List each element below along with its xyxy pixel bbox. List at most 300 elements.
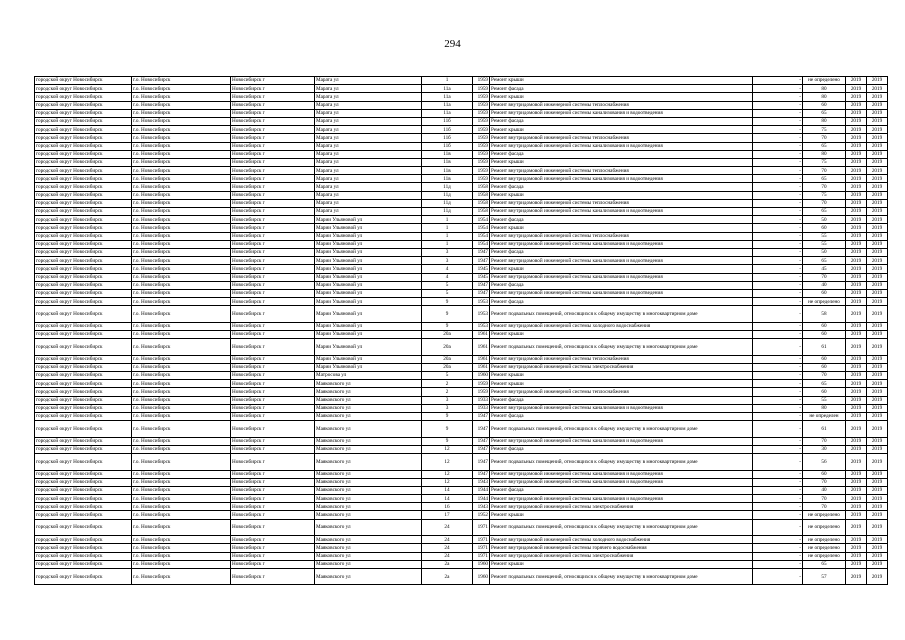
- table-row: [35, 117, 888, 125]
- plan-end-cell: 2019: [867, 183, 888, 191]
- year-cell: 1947: [473, 454, 490, 471]
- table-row: [35, 216, 888, 224]
- plan-end-cell: 2019: [867, 134, 888, 142]
- municipality-cell: городской округ Новосибирск: [35, 101, 132, 109]
- house-cell: 9: [422, 322, 473, 330]
- house-cell: 1: [422, 216, 473, 224]
- work-type-cell: Ремонт внутридомовой инженерной системы канализования и водоотведения: [490, 495, 753, 503]
- table-row: [35, 298, 888, 306]
- district-cell: г.о. Новосибирск: [132, 273, 231, 281]
- dash-cell: -: [753, 77, 803, 85]
- district-cell: г.о. Новосибирск: [132, 478, 231, 486]
- work-type-cell: Ремонт внутридомовой инженерной системы горячего водоснабжения: [490, 544, 753, 552]
- municipality-cell: городской округ Новосибирск: [35, 396, 132, 404]
- district-cell: г.о. Новосибирск: [132, 232, 231, 240]
- city-cell: Новосибирск г: [231, 175, 315, 183]
- dash-cell: -: [753, 478, 803, 486]
- wear-cell: 70: [803, 495, 846, 503]
- dash-cell: -: [753, 503, 803, 511]
- house-cell: 24: [422, 519, 473, 536]
- house-cell: 12: [422, 470, 473, 478]
- plan-start-cell: 2019: [846, 330, 867, 338]
- wear-cell: 61: [803, 421, 846, 438]
- dash-cell: -: [753, 175, 803, 183]
- plan-start-cell: 2019: [846, 536, 867, 544]
- plan-start-cell: 2019: [846, 289, 867, 297]
- city-cell: Новосибирск г: [231, 396, 315, 404]
- dash-cell: -: [753, 330, 803, 338]
- dash-cell: -: [753, 109, 803, 117]
- house-cell: 9: [422, 412, 473, 420]
- municipality-cell: городской округ Новосибирск: [35, 544, 132, 552]
- city-cell: Новосибирск г: [231, 380, 315, 388]
- table-row: [35, 248, 888, 256]
- wear-cell: 60: [803, 224, 846, 232]
- plan-start-cell: 2019: [846, 396, 867, 404]
- city-cell: Новосибирск г: [231, 404, 315, 412]
- year-cell: 1947: [473, 289, 490, 297]
- year-cell: 1971: [473, 552, 490, 560]
- dash-cell: -: [753, 257, 803, 265]
- street-cell: Марата ул: [315, 109, 422, 117]
- city-cell: Новосибирск г: [231, 503, 315, 511]
- table-row: [35, 306, 888, 323]
- table-row: [35, 363, 888, 371]
- city-cell: Новосибирск г: [231, 552, 315, 560]
- year-cell: 1952: [473, 511, 490, 519]
- work-type-cell: Ремонт фасада: [490, 216, 753, 224]
- district-cell: г.о. Новосибирск: [132, 421, 231, 438]
- year-cell: 1958: [473, 191, 490, 199]
- table-row: [35, 544, 888, 552]
- municipality-cell: городской округ Новосибирск: [35, 248, 132, 256]
- plan-end-cell: 2019: [867, 199, 888, 207]
- street-cell: Марии Ульяновой ул: [315, 265, 422, 273]
- plan-end-cell: 2019: [867, 363, 888, 371]
- dash-cell: -: [753, 495, 803, 503]
- district-cell: г.о. Новосибирск: [132, 248, 231, 256]
- plan-end-cell: 2019: [867, 224, 888, 232]
- dash-cell: -: [753, 421, 803, 438]
- year-cell: 1947: [473, 281, 490, 289]
- dash-cell: -: [753, 248, 803, 256]
- city-cell: Новосибирск г: [231, 454, 315, 471]
- municipality-cell: городской округ Новосибирск: [35, 232, 132, 240]
- district-cell: г.о. Новосибирск: [132, 470, 231, 478]
- city-cell: Новосибирск г: [231, 126, 315, 134]
- plan-start-cell: 2019: [846, 101, 867, 109]
- municipality-cell: городской округ Новосибирск: [35, 265, 132, 273]
- municipality-cell: городской округ Новосибирск: [35, 134, 132, 142]
- table-row: [35, 330, 888, 338]
- plan-end-cell: 2019: [867, 495, 888, 503]
- municipality-cell: городской округ Новосибирск: [35, 191, 132, 199]
- work-type-cell: Ремонт крыши: [490, 265, 753, 273]
- plan-start-cell: 2019: [846, 363, 867, 371]
- city-cell: Новосибирск г: [231, 85, 315, 93]
- municipality-cell: городской округ Новосибирск: [35, 519, 132, 536]
- plan-end-cell: 2019: [867, 240, 888, 248]
- year-cell: 1959: [473, 167, 490, 175]
- district-cell: г.о. Новосибирск: [132, 109, 231, 117]
- dash-cell: -: [753, 355, 803, 363]
- house-cell: 3: [422, 257, 473, 265]
- district-cell: г.о. Новосибирск: [132, 117, 231, 125]
- street-cell: Маяковского ул: [315, 437, 422, 445]
- wear-cell: 60: [803, 289, 846, 297]
- plan-end-cell: 2019: [867, 404, 888, 412]
- work-type-cell: Ремонт подвальных помещений, относящихся к общему имуществу в многоквартирном доме: [490, 339, 753, 356]
- city-cell: Новосибирск г: [231, 306, 315, 323]
- street-cell: Маяковского ул: [315, 404, 422, 412]
- year-cell: 1961: [473, 330, 490, 338]
- table-row: [35, 372, 888, 380]
- year-cell: 1959: [473, 77, 490, 85]
- table-row: [35, 396, 888, 404]
- house-cell: 16: [422, 503, 473, 511]
- street-cell: Марии Ульяновой ул: [315, 363, 422, 371]
- city-cell: Новосибирск г: [231, 257, 315, 265]
- table-row: [35, 470, 888, 478]
- wear-cell: 65: [803, 109, 846, 117]
- table-row: [35, 224, 888, 232]
- plan-start-cell: 2019: [846, 175, 867, 183]
- work-type-cell: Ремонт подвальных помещений, относящихся к общему имуществу в многоквартирном доме: [490, 421, 753, 438]
- dash-cell: -: [753, 183, 803, 191]
- dash-cell: -: [753, 93, 803, 101]
- district-cell: г.о. Новосибирск: [132, 511, 231, 519]
- plan-start-cell: 2019: [846, 265, 867, 273]
- table-row: [35, 191, 888, 199]
- table-row: [35, 126, 888, 134]
- dash-cell: -: [753, 265, 803, 273]
- plan-start-cell: 2019: [846, 454, 867, 471]
- house-cell: 11а: [422, 109, 473, 117]
- plan-end-cell: 2019: [867, 306, 888, 323]
- municipality-cell: городской округ Новосибирск: [35, 126, 132, 134]
- table-row: [35, 150, 888, 158]
- work-type-cell: Ремонт внутридомовой инженерной системы канализования и водоотведения: [490, 289, 753, 297]
- year-cell: 1959: [473, 93, 490, 101]
- street-cell: Марии Ульяновой ул: [315, 355, 422, 363]
- district-cell: г.о. Новосибирск: [132, 339, 231, 356]
- district-cell: г.о. Новосибирск: [132, 380, 231, 388]
- district-cell: г.о. Новосибирск: [132, 167, 231, 175]
- wear-cell: 40: [803, 281, 846, 289]
- year-cell: 1959: [473, 388, 490, 396]
- dash-cell: -: [753, 536, 803, 544]
- street-cell: Маяковского ул: [315, 412, 422, 420]
- wear-cell: 60: [803, 388, 846, 396]
- year-cell: 1954: [473, 224, 490, 232]
- municipality-cell: городской округ Новосибирск: [35, 486, 132, 494]
- plan-end-cell: 2019: [867, 519, 888, 536]
- plan-end-cell: 2019: [867, 486, 888, 494]
- wear-cell: 70: [803, 478, 846, 486]
- city-cell: Новосибирск г: [231, 208, 315, 216]
- street-cell: Маяковского ул: [315, 470, 422, 478]
- house-cell: 11д: [422, 183, 473, 191]
- year-cell: 1959: [473, 109, 490, 117]
- street-cell: Марата ул: [315, 208, 422, 216]
- city-cell: Новосибирск г: [231, 478, 315, 486]
- year-cell: 1960: [473, 372, 490, 380]
- table-row: [35, 568, 888, 585]
- plan-end-cell: 2019: [867, 77, 888, 85]
- plan-end-cell: 2019: [867, 85, 888, 93]
- wear-cell: 70: [803, 199, 846, 207]
- dash-cell: -: [753, 191, 803, 199]
- city-cell: Новосибирск г: [231, 93, 315, 101]
- work-type-cell: Ремонт крыши: [490, 158, 753, 166]
- house-cell: 14: [422, 495, 473, 503]
- year-cell: 1953: [473, 298, 490, 306]
- plan-end-cell: 2019: [867, 216, 888, 224]
- wear-cell: 65: [803, 208, 846, 216]
- district-cell: г.о. Новосибирск: [132, 257, 231, 265]
- plan-start-cell: 2019: [846, 248, 867, 256]
- work-type-cell: Ремонт внутридомовой инженерной системы электроснабжения: [490, 503, 753, 511]
- plan-end-cell: 2019: [867, 208, 888, 216]
- house-cell: 9: [422, 298, 473, 306]
- plan-end-cell: 2019: [867, 93, 888, 101]
- work-type-cell: Ремонт внутридомовой инженерной системы электроснабжения: [490, 363, 753, 371]
- plan-end-cell: 2019: [867, 142, 888, 150]
- work-type-cell: Ремонт внутридомовой инженерной системы канализования и водоотведения: [490, 257, 753, 265]
- municipality-cell: городской округ Новосибирск: [35, 208, 132, 216]
- year-cell: 1959: [473, 85, 490, 93]
- year-cell: 1958: [473, 199, 490, 207]
- plan-start-cell: 2019: [846, 273, 867, 281]
- house-cell: 11а: [422, 85, 473, 93]
- year-cell: 1945: [473, 273, 490, 281]
- wear-cell: 70: [803, 503, 846, 511]
- house-cell: 1: [422, 224, 473, 232]
- street-cell: Матросова ул: [315, 372, 422, 380]
- table-row: [35, 183, 888, 191]
- municipality-cell: городской округ Новосибирск: [35, 77, 132, 85]
- house-cell: 20а: [422, 355, 473, 363]
- work-type-cell: Ремонт фасада: [490, 298, 753, 306]
- wear-cell: не определено: [803, 519, 846, 536]
- wear-cell: 65: [803, 560, 846, 568]
- house-cell: 11а: [422, 93, 473, 101]
- wear-cell: 60: [803, 101, 846, 109]
- street-cell: Марата ул: [315, 101, 422, 109]
- district-cell: г.о. Новосибирск: [132, 306, 231, 323]
- street-cell: Марата ул: [315, 142, 422, 150]
- house-cell: 11в: [422, 175, 473, 183]
- municipality-cell: городской округ Новосибирск: [35, 257, 132, 265]
- street-cell: Марии Ульяновой ул: [315, 257, 422, 265]
- wear-cell: 80: [803, 150, 846, 158]
- street-cell: Маяковского ул: [315, 503, 422, 511]
- work-type-cell: Ремонт внутридомовой инженерной системы холодного водоснабжения: [490, 322, 753, 330]
- plan-end-cell: 2019: [867, 289, 888, 297]
- year-cell: 1959: [473, 126, 490, 134]
- house-cell: 11д: [422, 191, 473, 199]
- table-row: [35, 421, 888, 438]
- plan-end-cell: 2019: [867, 175, 888, 183]
- plan-start-cell: 2019: [846, 412, 867, 420]
- work-type-cell: Ремонт крыши: [490, 126, 753, 134]
- house-cell: 11б: [422, 126, 473, 134]
- wear-cell: 65: [803, 380, 846, 388]
- dash-cell: -: [753, 126, 803, 134]
- plan-start-cell: 2019: [846, 511, 867, 519]
- municipality-cell: городской округ Новосибирск: [35, 560, 132, 568]
- district-cell: г.о. Новосибирск: [132, 183, 231, 191]
- wear-cell: 75: [803, 158, 846, 166]
- work-type-cell: Ремонт крыши: [490, 560, 753, 568]
- wear-cell: 55: [803, 240, 846, 248]
- plan-start-cell: 2019: [846, 183, 867, 191]
- plan-end-cell: 2019: [867, 101, 888, 109]
- plan-start-cell: 2019: [846, 150, 867, 158]
- district-cell: г.о. Новосибирск: [132, 191, 231, 199]
- dash-cell: -: [753, 404, 803, 412]
- dash-cell: -: [753, 372, 803, 380]
- wear-cell: 55: [803, 396, 846, 404]
- house-cell: 2а: [422, 568, 473, 585]
- district-cell: г.о. Новосибирск: [132, 134, 231, 142]
- plan-start-cell: 2019: [846, 478, 867, 486]
- plan-end-cell: 2019: [867, 330, 888, 338]
- district-cell: г.о. Новосибирск: [132, 454, 231, 471]
- table-row: [35, 101, 888, 109]
- district-cell: г.о. Новосибирск: [132, 445, 231, 453]
- city-cell: Новосибирск г: [231, 248, 315, 256]
- street-cell: Марата ул: [315, 93, 422, 101]
- street-cell: Марата ул: [315, 134, 422, 142]
- plan-start-cell: 2019: [846, 470, 867, 478]
- year-cell: 1960: [473, 568, 490, 585]
- table-row: [35, 240, 888, 248]
- city-cell: Новосибирск г: [231, 150, 315, 158]
- house-cell: 24: [422, 552, 473, 560]
- plan-end-cell: 2019: [867, 552, 888, 560]
- plan-end-cell: 2019: [867, 109, 888, 117]
- house-cell: 11в: [422, 150, 473, 158]
- plan-start-cell: 2019: [846, 77, 867, 85]
- work-type-cell: Ремонт подвальных помещений, относящихся к общему имуществу в многоквартирном доме: [490, 306, 753, 323]
- district-cell: г.о. Новосибирск: [132, 216, 231, 224]
- plan-start-cell: 2019: [846, 519, 867, 536]
- year-cell: 1947: [473, 248, 490, 256]
- house-cell: 5: [422, 281, 473, 289]
- work-type-cell: Ремонт крыши: [490, 224, 753, 232]
- dash-cell: -: [753, 437, 803, 445]
- capital-repair-table: [34, 76, 888, 585]
- city-cell: Новосибирск г: [231, 101, 315, 109]
- dash-cell: -: [753, 298, 803, 306]
- city-cell: Новосибирск г: [231, 388, 315, 396]
- municipality-cell: городской округ Новосибирск: [35, 372, 132, 380]
- district-cell: г.о. Новосибирск: [132, 355, 231, 363]
- work-type-cell: Ремонт крыши: [490, 93, 753, 101]
- table-row: [35, 142, 888, 150]
- table-row: [35, 478, 888, 486]
- work-type-cell: Ремонт крыши: [490, 330, 753, 338]
- table-row: [35, 503, 888, 511]
- dash-cell: -: [753, 281, 803, 289]
- municipality-cell: городской округ Новосибирск: [35, 281, 132, 289]
- municipality-cell: городской округ Новосибирск: [35, 380, 132, 388]
- wear-cell: 30: [803, 445, 846, 453]
- district-cell: г.о. Новосибирск: [132, 437, 231, 445]
- district-cell: г.о. Новосибирск: [132, 495, 231, 503]
- wear-cell: 70: [803, 273, 846, 281]
- dash-cell: -: [753, 224, 803, 232]
- year-cell: 1971: [473, 519, 490, 536]
- work-type-cell: Ремонт внутридомовой инженерной системы теплоснабжения: [490, 355, 753, 363]
- year-cell: 1961: [473, 363, 490, 371]
- plan-start-cell: 2019: [846, 109, 867, 117]
- table-body: [35, 77, 888, 585]
- wear-cell: 70: [803, 183, 846, 191]
- plan-start-cell: 2019: [846, 298, 867, 306]
- plan-start-cell: 2019: [846, 117, 867, 125]
- wear-cell: не определено: [803, 544, 846, 552]
- wear-cell: 60: [803, 470, 846, 478]
- year-cell: 1953: [473, 322, 490, 330]
- wear-cell: 80: [803, 404, 846, 412]
- table-row: [35, 281, 888, 289]
- wear-cell: 70: [803, 437, 846, 445]
- table-row: [35, 388, 888, 396]
- district-cell: г.о. Новосибирск: [132, 281, 231, 289]
- street-cell: Марата ул: [315, 167, 422, 175]
- plan-start-cell: 2019: [846, 421, 867, 438]
- plan-end-cell: 2019: [867, 372, 888, 380]
- district-cell: г.о. Новосибирск: [132, 412, 231, 420]
- street-cell: Марии Ульяновой ул: [315, 224, 422, 232]
- table-row: [35, 519, 888, 536]
- municipality-cell: городской округ Новосибирск: [35, 404, 132, 412]
- municipality-cell: городской округ Новосибирск: [35, 224, 132, 232]
- wear-cell: 65: [803, 257, 846, 265]
- city-cell: Новосибирск г: [231, 298, 315, 306]
- district-cell: г.о. Новосибирск: [132, 158, 231, 166]
- work-type-cell: Ремонт фасада: [490, 281, 753, 289]
- wear-cell: 56: [803, 454, 846, 471]
- city-cell: Новосибирск г: [231, 470, 315, 478]
- house-cell: 3: [422, 248, 473, 256]
- work-type-cell: Ремонт крыши: [490, 191, 753, 199]
- dash-cell: -: [753, 273, 803, 281]
- wear-cell: 55: [803, 232, 846, 240]
- municipality-cell: городской округ Новосибирск: [35, 495, 132, 503]
- street-cell: Марата ул: [315, 191, 422, 199]
- street-cell: Марата ул: [315, 175, 422, 183]
- city-cell: Новосибирск г: [231, 486, 315, 494]
- plan-start-cell: 2019: [846, 240, 867, 248]
- table-row: [35, 437, 888, 445]
- street-cell: Марата ул: [315, 126, 422, 134]
- district-cell: г.о. Новосибирск: [132, 93, 231, 101]
- table-row: [35, 85, 888, 93]
- district-cell: г.о. Новосибирск: [132, 199, 231, 207]
- municipality-cell: городской округ Новосибирск: [35, 183, 132, 191]
- street-cell: Марата ул: [315, 117, 422, 125]
- municipality-cell: городской округ Новосибирск: [35, 437, 132, 445]
- plan-start-cell: 2019: [846, 142, 867, 150]
- city-cell: Новосибирск г: [231, 330, 315, 338]
- street-cell: Маяковского ул: [315, 495, 422, 503]
- city-cell: Новосибирск г: [231, 289, 315, 297]
- plan-end-cell: 2019: [867, 511, 888, 519]
- year-cell: 1933: [473, 404, 490, 412]
